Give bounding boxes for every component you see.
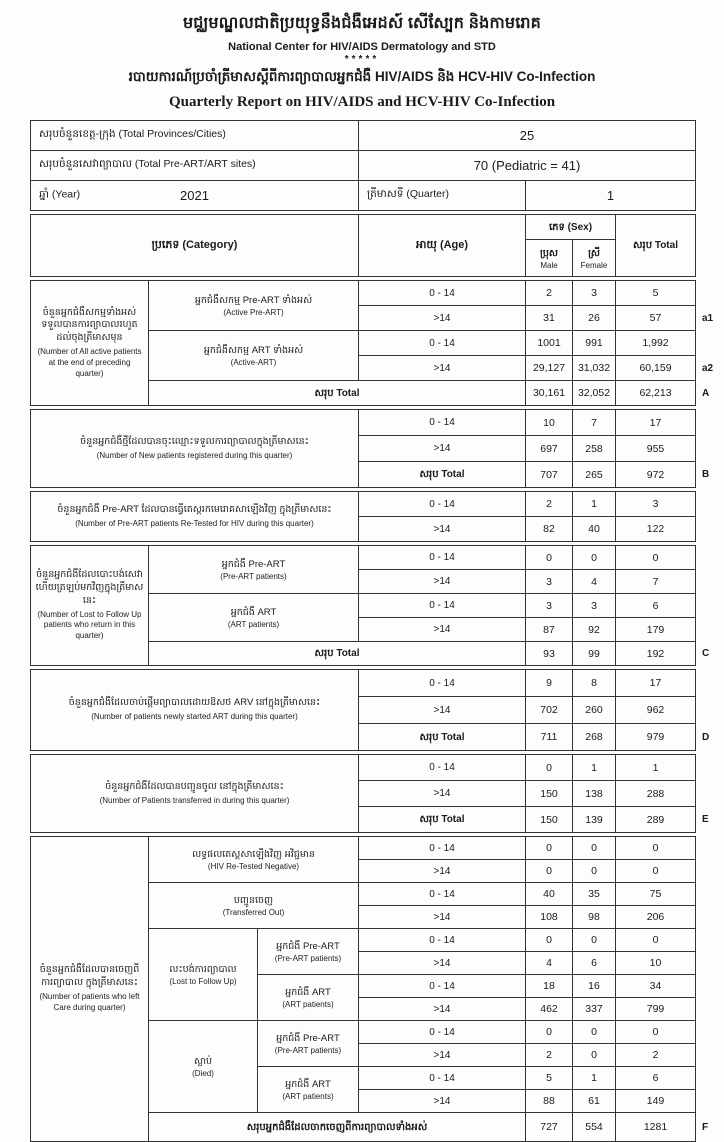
quarter-value: 1 [526,181,696,211]
row-ref [696,331,723,356]
male-value: 18 [526,975,573,998]
age-cell: 0 - 14 [359,670,526,697]
female-value: 258 [573,436,616,462]
type-label-pre-art [258,929,359,975]
row-ref [696,906,723,929]
row-ref [696,546,723,570]
row-ref [696,883,723,906]
male-label-english: Male [540,260,558,270]
category-english: (Number of All active patients at the end of preceding quarter) [37,347,142,378]
age-cell: 0 - 14 [359,410,526,436]
male-value: 0 [526,837,573,860]
male-value: 727 [526,1113,573,1142]
female-value: 991 [573,331,616,356]
report-title-english: Quarterly Report on HIV/AIDS and HCV-HIV Co-Infection [168,94,556,110]
row-ref [696,755,723,781]
row-ref [696,618,723,642]
type-english: (Pre-ART patients) [274,954,342,963]
section-new-patients [30,409,723,488]
male-value: 88 [526,1090,573,1113]
sub-english: (Pre-ART patients) [220,572,287,581]
type-english: (ART patients) [282,1092,334,1101]
sub-khmer: អ្នកជំងឺ Pre-ART [221,559,286,570]
type-khmer: អ្នកជំងឺ Pre-ART [276,941,340,952]
group-label-ltfu [149,929,258,1021]
female-value: 6 [573,952,616,975]
row-ref [696,436,723,462]
row-ref [696,1067,723,1090]
total-value: 3 [616,492,696,517]
male-value: 93 [526,642,573,666]
female-value: 0 [573,1044,616,1067]
age-cell: 0 - 14 [359,281,526,306]
male-value: 2 [526,281,573,306]
category-english: (Number of patients who left Care during quarter) [39,992,140,1012]
total-value: 149 [616,1090,696,1113]
letterhead [0,0,724,111]
age-cell: >14 [359,1090,526,1113]
row-ref-a2: a2 [702,362,714,374]
total-value: 972 [616,462,696,488]
year-value: 2021 [180,187,209,203]
sub-label-art [149,594,359,642]
category-khmer: ចំនួនអ្នកជំងឺដែលបានបញ្ជូនចូល នៅក្នុងត្រីមាសនេះ [105,780,284,792]
row-ref [696,929,723,952]
row-ref [696,975,723,998]
row-ref [696,1090,723,1113]
female-value: 16 [573,975,616,998]
male-value: 0 [526,929,573,952]
total-value: 60,159 [616,356,696,381]
female-value: 35 [573,883,616,906]
female-value: 265 [573,462,616,488]
row-ref [696,670,723,697]
female-value: 138 [573,781,616,807]
section-ltfu-return [30,545,723,666]
age-cell: >14 [359,306,526,331]
row-ref-B: B [702,469,710,480]
row-ref [696,281,723,306]
section-retested [30,491,723,542]
female-value: 3 [573,594,616,618]
type-label-art [258,975,359,1021]
total-value: 0 [616,860,696,883]
total-value: 192 [616,642,696,666]
total-value: 0 [616,546,696,570]
group-label-died [149,1021,258,1113]
category-english: (Number of New patients registered during this quarter) [96,450,293,460]
sub-label-transferred-out [149,883,359,929]
type-label-pre-art [258,1021,359,1067]
sub-khmer: អ្នកជំងឺសកម្ម Pre-ART ទាំងអស់ [194,295,313,306]
female-value: 268 [573,724,616,751]
sub-english: (Transferred Out) [222,908,285,917]
total-value: 179 [616,618,696,642]
category-label [31,837,149,1142]
total-value: 10 [616,952,696,975]
age-cell: 0 - 14 [359,492,526,517]
total-value: 75 [616,883,696,906]
sub-label-pre-art [149,281,359,331]
sub-english: (Active Pre-ART) [223,308,284,317]
total-value: 6 [616,594,696,618]
male-value: 29,127 [526,356,573,381]
age-cell: 0 - 14 [359,837,526,860]
type-khmer: អ្នកជំងឺ Pre-ART [276,1033,340,1044]
age-cell: 0 - 14 [359,975,526,998]
female-value: 0 [573,929,616,952]
row-ref-a1: a1 [702,312,714,324]
female-value: 8 [573,670,616,697]
female-value: 139 [573,807,616,833]
sub-khmer: បញ្ជូនចេញ [233,895,274,906]
age-cell: >14 [359,570,526,594]
male-value: 2 [526,492,573,517]
sub-english: (ART patients) [227,620,280,629]
total-value: 0 [616,837,696,860]
row-ref [696,998,723,1021]
total-row-label: សរុប Total [359,462,526,488]
total-value: 0 [616,929,696,952]
row-ref [696,594,723,618]
sub-english: (HIV Re-Tested Negative) [207,862,300,871]
female-value: 61 [573,1090,616,1113]
male-value: 150 [526,781,573,807]
row-ref-F: F [702,1121,709,1133]
row-ref [696,410,723,436]
total-value: 288 [616,781,696,807]
col-category-header: ប្រភេទ (Category) [31,215,359,277]
category-label [31,281,149,406]
total-value: 34 [616,975,696,998]
row-ref [696,697,723,724]
female-value: 0 [573,860,616,883]
male-value: 4 [526,952,573,975]
female-value: 92 [573,618,616,642]
age-cell: >14 [359,860,526,883]
org-name-english: National Center for HIV/AIDS Dermatology and STD [228,41,496,53]
info-table [30,120,723,211]
total-value: 57 [616,306,696,331]
category-khmer: ចំនួនអ្នកជំងឺដែលបានចេញពីការព្យាបាល ក្នុងត្រីមាសនេះ [39,964,140,989]
row-ref-C: C [702,648,710,659]
male-value: 462 [526,998,573,1021]
female-value: 1 [573,492,616,517]
sub-label-retest-negative [149,837,359,883]
male-value: 3 [526,594,573,618]
total-value: 955 [616,436,696,462]
total-value: 7 [616,570,696,594]
category-label [31,755,359,833]
female-value: 0 [573,546,616,570]
sub-khmer: អ្នកជំងឺ ART [230,607,277,618]
female-value: 40 [573,517,616,542]
age-cell: 0 - 14 [359,331,526,356]
female-value: 1 [573,1067,616,1090]
category-khmer: ចំនួនអ្នកជំងឺសកម្មទាំងអស់ ទទួលបានការព្យាបាលរហូត ដល់ចុងត្រីមាសមុន [41,306,138,344]
total-value: 1281 [616,1113,696,1142]
sites-value: 70 (Pediatric = 41) [359,151,696,181]
report-title-khmer: របាយការណ៍ប្រចាំត្រីមាសស្តីពីការព្យាបាលអ្នកជំងឺ HIV/AIDS និង HCV-HIV Co-Infection [128,69,596,84]
male-value: 0 [526,1021,573,1044]
sub-label-art [149,331,359,381]
margin-blank [696,215,723,277]
col-male-header [526,240,573,277]
section-transferred-in [30,754,723,833]
total-row-label: សរុប Total [149,381,526,406]
type-khmer: អ្នកជំងឺ ART [285,987,331,998]
total-value: 1,992 [616,331,696,356]
sub-khmer: លទ្ធផលតេស្តសាឡើងវិញ អវិជ្ជមាន [192,849,315,860]
group-khmer: ស្លាប់ [193,1056,213,1067]
quarter-label: ត្រីមាសទី (Quarter) [359,181,526,211]
age-cell: >14 [359,952,526,975]
male-value: 9 [526,670,573,697]
sub-label-pre-art [149,546,359,594]
divider-stars: ***** [344,54,380,65]
group-english: (Died) [192,1069,214,1078]
col-sex-header: ភេទ (Sex) [526,215,616,240]
age-cell: >14 [359,697,526,724]
female-value: 0 [573,837,616,860]
col-female-header [573,240,616,277]
total-row-label: សរុប Total [359,807,526,833]
margin-blank [696,151,723,181]
total-value: 122 [616,517,696,542]
total-value: 289 [616,807,696,833]
sub-english: (Active-ART) [230,358,277,367]
total-value: 17 [616,670,696,697]
total-value: 962 [616,697,696,724]
female-value: 3 [573,281,616,306]
category-english: (Number of Patients transferred in during this quarter) [99,795,290,805]
male-value: 697 [526,436,573,462]
row-ref-A: A [702,387,710,399]
male-value: 0 [526,860,573,883]
female-label-khmer: ស្រី [588,247,600,259]
total-row-label: សរុប Total [359,724,526,751]
female-value: 4 [573,570,616,594]
column-header-table [30,214,723,277]
org-name-khmer: មជ្ឈមណ្ឌលជាតិប្រយុទ្ធនឹងជំងឺអេដស៍ សើស្បែក និងកាមរោគ [182,15,542,32]
age-cell: >14 [359,1044,526,1067]
row-ref-E: E [702,814,709,825]
age-cell: 0 - 14 [359,929,526,952]
male-value: 711 [526,724,573,751]
category-khmer: ចំនួនអ្នកជំងឺដែលចាប់ផ្តើមព្យាបាលដោយឱសថ ARV នៅក្នុងត្រីមាសនេះ [68,697,321,709]
male-value: 3 [526,570,573,594]
type-khmer: អ្នកជំងឺ ART [285,1079,331,1090]
row-ref-D: D [702,731,710,743]
category-label [31,546,149,666]
category-english: (Number of Lost to Follow Up patients who return in this quarter) [37,609,142,641]
total-value: 979 [616,724,696,751]
year-cell [31,181,359,211]
age-cell: >14 [359,517,526,542]
age-cell: >14 [359,356,526,381]
row-ref [696,1021,723,1044]
row-ref [696,492,723,517]
total-value: 0 [616,1021,696,1044]
female-value: 554 [573,1113,616,1142]
group-khmer: លះបង់ការព្យាបាល [169,964,237,975]
category-label [31,492,359,542]
female-value: 31,032 [573,356,616,381]
male-value: 0 [526,755,573,781]
section-active-patients [30,280,723,406]
age-cell: 0 - 14 [359,755,526,781]
category-english: (Number of patients newly started ART during this quarter) [91,712,298,721]
age-cell: >14 [359,906,526,929]
age-cell: >14 [359,618,526,642]
age-cell: 0 - 14 [359,594,526,618]
col-age-header: អាយុ (Age) [359,215,526,277]
category-label [31,670,359,751]
male-value: 150 [526,807,573,833]
total-value: 1 [616,755,696,781]
row-ref [696,837,723,860]
male-value: 707 [526,462,573,488]
male-label-khmer: ប្រុស [540,247,558,259]
provinces-value: 25 [359,121,696,151]
female-label-english: Female [580,260,608,270]
age-cell: 0 - 14 [359,546,526,570]
male-value: 31 [526,306,573,331]
female-value: 32,052 [573,381,616,406]
age-cell: 0 - 14 [359,1021,526,1044]
total-value: 206 [616,906,696,929]
male-value: 82 [526,517,573,542]
male-value: 108 [526,906,573,929]
category-english: (Number of Pre-ART patients Re-Tested for HIV during this quarter) [75,518,314,528]
male-value: 1001 [526,331,573,356]
grand-total-row-label: សរុបអ្នកជំងឺដែលចាកចេញពីការព្យាបាលទាំងអស់ [149,1113,526,1142]
category-khmer: ចំនួនអ្នកជំងឺដែលបោះបង់សេវា ហើយត្រឡប់មកវិញក្នុងត្រីមាសនេះ [35,569,144,606]
male-value: 0 [526,546,573,570]
row-ref [696,570,723,594]
male-value: 40 [526,883,573,906]
age-cell: 0 - 14 [359,883,526,906]
female-value: 7 [573,410,616,436]
provinces-label: សរុបចំនួនខេត្ត-ក្រុង (Total Provinces/Cities) [31,121,359,151]
male-value: 87 [526,618,573,642]
col-total-header: សរុប Total [616,215,696,277]
male-value: 10 [526,410,573,436]
female-value: 98 [573,906,616,929]
female-value: 1 [573,755,616,781]
total-value: 17 [616,410,696,436]
total-value: 5 [616,281,696,306]
age-cell: >14 [359,998,526,1021]
female-value: 337 [573,998,616,1021]
row-ref [696,517,723,542]
category-khmer: ចំនួនអ្នកជំងឺថ្មីដែលបានចុះឈ្មោះទទួលការព្យាបាលក្នុងត្រីមាសនេះ [80,435,309,447]
sites-label: សរុបចំនួនសេវាព្យាបាល (Total Pre-ART/ART sites) [31,151,359,181]
type-label-art [258,1067,359,1113]
total-row-label: សរុប Total [149,642,526,666]
category-label [31,410,359,488]
group-english: (Lost to Follow Up) [169,977,237,986]
row-ref [696,952,723,975]
margin-blank [696,181,723,211]
male-value: 5 [526,1067,573,1090]
row-ref [696,860,723,883]
type-english: (ART patients) [282,1000,334,1009]
category-khmer: ចំនួនអ្នកជំងឺ Pre-ART ដែលបានធ្វើតេស្តរកមេរោគសាឡើងវិញ ក្នុងត្រីមាសនេះ [57,503,332,515]
type-english: (Pre-ART patients) [274,1046,342,1055]
year-label: ឆ្នាំ (Year) [39,188,81,200]
female-value: 26 [573,306,616,331]
total-value: 6 [616,1067,696,1090]
sub-khmer: អ្នកជំងឺសកម្ម ART ទាំងអស់ [203,345,304,356]
age-cell: >14 [359,436,526,462]
male-value: 2 [526,1044,573,1067]
section-left-care [30,836,723,1142]
total-value: 2 [616,1044,696,1067]
age-cell: 0 - 14 [359,1067,526,1090]
male-value: 30,161 [526,381,573,406]
section-new-art [30,669,723,751]
row-ref [696,1044,723,1067]
female-value: 99 [573,642,616,666]
total-value: 62,213 [616,381,696,406]
age-cell: >14 [359,781,526,807]
female-value: 260 [573,697,616,724]
row-ref [696,781,723,807]
total-value: 799 [616,998,696,1021]
margin-blank [696,121,723,151]
female-value: 0 [573,1021,616,1044]
male-value: 702 [526,697,573,724]
